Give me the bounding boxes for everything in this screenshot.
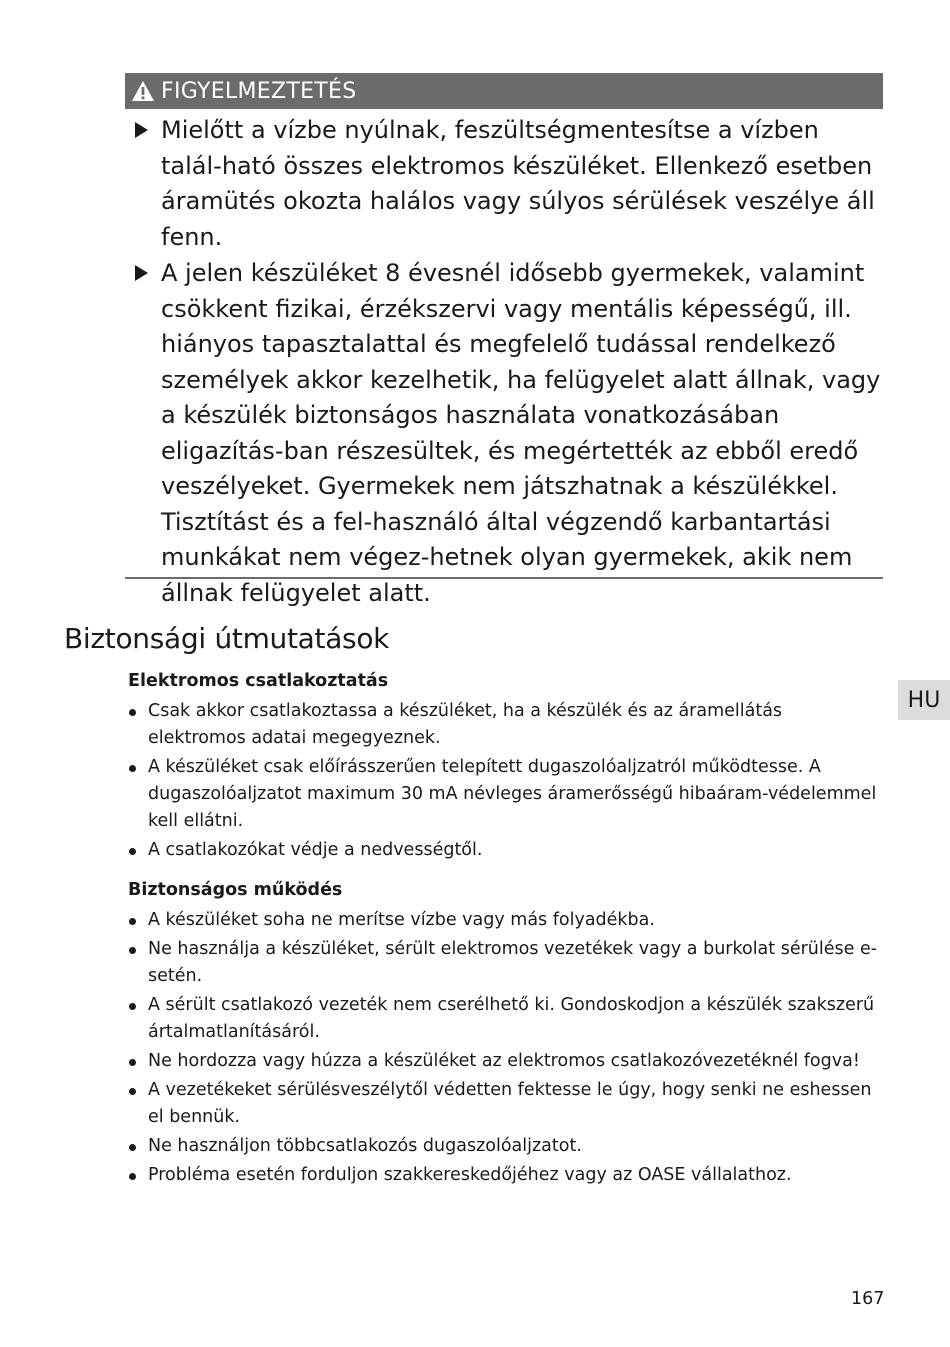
section-title: Biztonsági útmutatások: [64, 622, 390, 655]
arrow-right-icon: [135, 122, 148, 138]
list-item-text: Csak akkor csatlakoztassa a készüléket, ha a készülék és az áramellátás elektromos adatai megegyeznek.: [148, 701, 783, 748]
list-item-text: A vezetékeket sérülésveszélytől védetten fektesse le úgy, hogy senki ne eshessen el bennük.: [148, 1080, 872, 1127]
warning-triangle-icon: [131, 80, 155, 102]
bullet-icon: [129, 1173, 136, 1180]
list-item: [128, 698, 883, 752]
bullet-list: [128, 907, 883, 1189]
page-number: 167: [851, 1289, 885, 1309]
language-tab: HU: [898, 680, 950, 720]
subsection-title: Elektromos csatlakoztatás: [128, 671, 389, 691]
list-item-text: Ne hordozza vagy húzza a készüléket az elektromos csatlakozóvezetéknél fogva!: [148, 1051, 860, 1071]
bullet-icon: [129, 918, 136, 925]
bullet-icon: [129, 1144, 136, 1151]
warning-item-text: Mielőtt a vízbe nyúlnak, feszültségmentesítse a vízben talál-ható összes elektromos készüléket. Ellenkező esetben áramütés okozta halálos vagy súlyos sérülések veszélye áll fenn.: [161, 116, 875, 251]
list-item: [128, 1162, 883, 1189]
subsection-electrical-connection: [128, 670, 883, 866]
list-item: [128, 1077, 883, 1131]
list-item: [128, 907, 883, 934]
list-item: [128, 754, 883, 835]
bullet-icon: [129, 947, 136, 954]
list-item-text: Ne használjon többcsatlakozós dugaszolóaljzatot.: [148, 1136, 582, 1156]
warning-header: [125, 73, 883, 109]
list-item: [128, 837, 883, 864]
bullet-icon: [129, 765, 136, 772]
list-item-text: A sérült csatlakozó vezeték nem cserélhető ki. Gondoskodjon a készülék szakszerű ártalmatlanításáról.: [148, 995, 875, 1042]
warning-box: [125, 73, 883, 611]
list-item: [128, 992, 883, 1046]
list-item-text: A készüléket csak előírásszerűen telepített dugaszolóaljzatról működtesse. A dugaszolóaljzatot maximum 30 mA névleges áramerősségű hibaáram-védelemmel kell ellátni.: [148, 757, 877, 831]
arrow-right-icon: [135, 265, 148, 281]
bullet-icon: [129, 709, 136, 716]
warning-header-label: FIGYELMEZTETÉS: [161, 78, 357, 104]
warning-item: [125, 113, 883, 255]
bullet-icon: [129, 848, 136, 855]
list-item-text: Probléma esetén forduljon szakkereskedőjéhez vagy az OASE vállalathoz.: [148, 1165, 792, 1185]
subsection-title: Biztonságos működés: [128, 880, 343, 900]
warning-divider: [125, 577, 883, 579]
bullet-list: [128, 698, 883, 864]
list-item: [128, 1048, 883, 1075]
list-item-text: Ne használja a készüléket, sérült elektromos vezetékek vagy a burkolat sérülése e-setén.: [148, 939, 878, 986]
list-item: [128, 1133, 883, 1160]
subsection-safe-operation: [128, 879, 883, 1191]
bullet-icon: [129, 1059, 136, 1066]
bullet-icon: [129, 1003, 136, 1010]
list-item-text: A készüléket soha ne merítse vízbe vagy más folyadékba.: [148, 910, 655, 930]
list-item-text: A csatlakozókat védje a nedvességtől.: [148, 840, 483, 860]
warning-item: [125, 256, 883, 611]
warning-item-text: A jelen készüléket 8 évesnél idősebb gyermekek, valamint csökkent fizikai, érzékszervi vagy mentális képességű, ill. hiányos tapasztalattal és megfelelő tudással rendelkező személyek akkor kezelhetik, ha felügyelet alatt állnak, vagy a készülék biztonságos használata vonatkozásában eligazítás-ban részesültek, és megértették az ebből eredő veszélyeket. Gyermekek nem játszhatnak a készülékkel. Tisztítást és a fel-használó által végzendő karbantartási munkákat nem végez-hetnek olyan gyermekek, akik nem állnak felügyelet alatt.: [161, 259, 881, 607]
list-item: [128, 936, 883, 990]
bullet-icon: [129, 1088, 136, 1095]
warning-list: [125, 113, 883, 611]
